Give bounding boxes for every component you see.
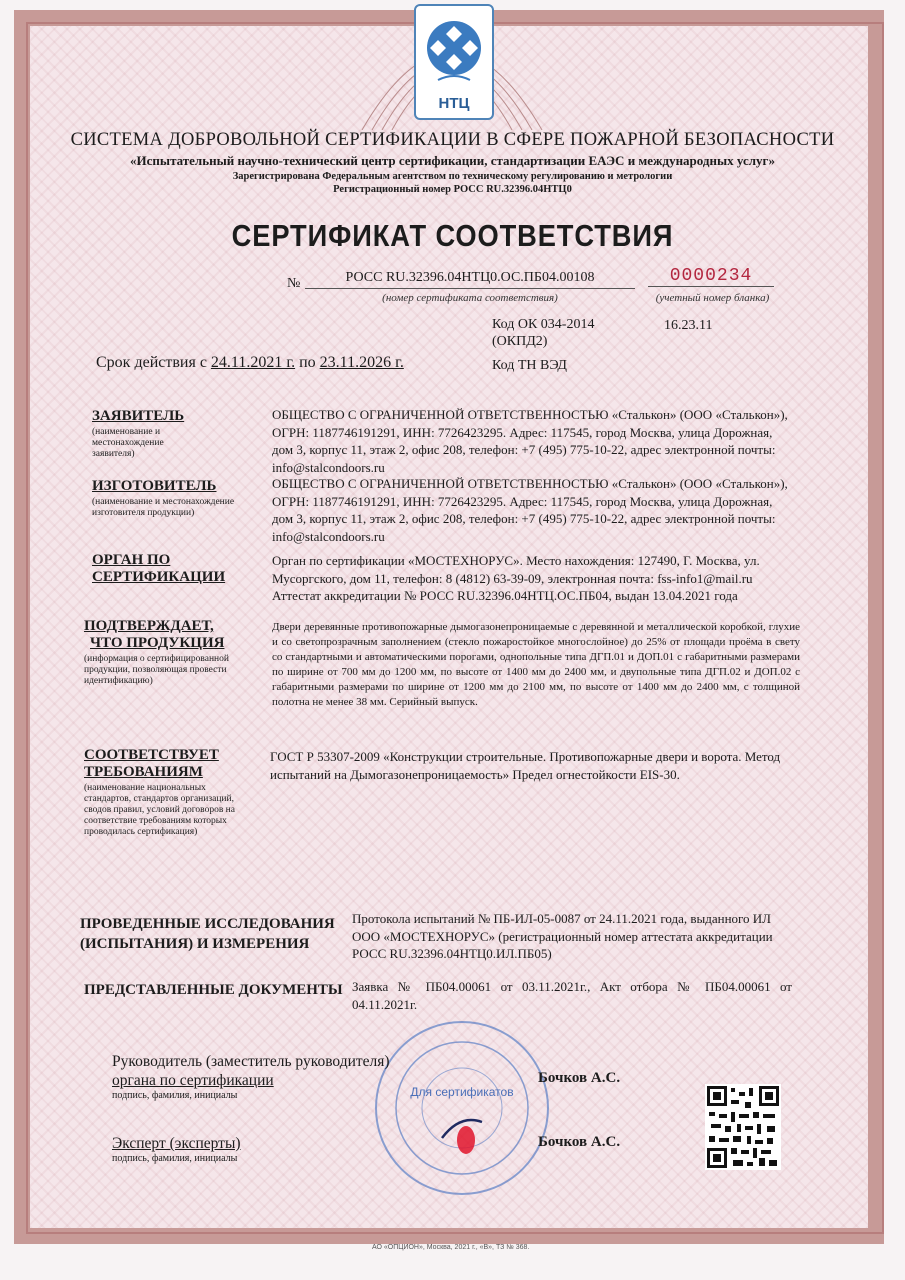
okpd2-code-value: 16.23.11 [664,318,713,333]
manufacturer-label: ИЗГОТОВИТЕЛЬ [92,478,217,494]
head-name: Бочков А.С. [538,1070,621,1086]
head-sublabel: подпись, фамилия, инициалы [112,1090,238,1101]
requirements-label-2: ТРЕБОВАНИЯМ [84,764,203,780]
manufacturer-label-block [92,478,252,519]
okpd2-label-line2: (ОКПД2) [492,334,548,349]
logo-badge [414,4,494,120]
cert-body-label-1: ОРГАН ПО [92,552,171,568]
product-label-block [84,618,254,687]
tests-label: ПРОВЕДЕННЫЕ ИССЛЕДОВАНИЯ (ИСПЫТАНИЯ) И ИЗМЕРЕНИЯ [80,916,335,952]
validity-prefix: Срок действия с [96,354,207,371]
center-name: «Испытательный научно-технический центр сертификации, стандартизации ЕАЭС и международных услуг» [130,153,775,168]
applicant-sublabel: (наименование и местонахождение заявителя) [92,427,164,459]
tests-text: Протокола испытаний № ПБ-ИЛ-05-0087 от 24.11.2021 года, выданного ИЛ ООО «МОСТЕХНОРУС» (регистрационный номер аттестата аккредитации РОСС RU.32396.04НТЦ0.ИЛ.ПБ05) [352,911,773,961]
product-label-1: ПОДТВЕРЖДАЕТ, [84,618,214,634]
validity-period [96,354,404,372]
cert-body-text: Орган по сертификации «МОСТЕХНОРУС». Место нахождения: 127490, Г. Москва, ул. Мусоргского, дом 11, телефон: 8 (4812) 63-39-09, электронная почта: fss-info1@mail.ru Аттестат аккредитации № РОСС RU.32396.04НТЦ.ОС.ПБ04, выдан 13.04.2021 года [272,553,760,603]
manufacturer-sublabel: (наименование и местонахождение изготовителя продукции) [92,497,235,518]
registration-line: Зарегистрирована Федеральным агентством по техническому регулированию и метрологии [232,171,673,182]
number-sign: № [287,276,301,291]
certificate-title: СЕРТИФИКАТ СООТВЕТСТВИЯ [231,218,674,253]
head-label-1: Руководитель (заместитель руководителя) [112,1053,390,1070]
system-title: СИСТЕМА ДОБРОВОЛЬНОЙ СЕРТИФИКАЦИИ В СФЕРЕ ПОЖАРНОЙ БЕЗОПАСНОСТИ [70,130,835,150]
blank-number-caption: (учетный номер бланка) [655,292,770,304]
okpd2-code-label [492,316,594,350]
manufacturer-text: ОБЩЕСТВО С ОГРАНИЧЕННОЙ ОТВЕТСТВЕННОСТЬЮ «Сталькон» (ООО «Сталькон»), ОГРН: 1187746191291, ИНН: 7726423295. Адрес: 117545, город Москва, улица Дорожная, дом 3, корпус 11, этаж 2, офис 208, телефон: +7 (495) 775-10-22, адрес электронной почты: info@stalcondoors.ru [272,476,788,544]
validity-to: 23.11.2026 г. [319,354,404,371]
requirements-label-1: СООТВЕТСТВУЕТ [84,747,219,763]
certificate-number: РОСС RU.32396.04НТЦ0.ОС.ПБ04.00108 [305,270,635,289]
product-label-2: ЧТО ПРОДУКЦИЯ [90,635,225,651]
requirements-text: ГОСТ Р 53307-2009 «Конструкции строительные. Противопожарные двери и ворота. Метод испытаний на Дымогазонепроницаемость» Предел огнестойкости EIS-30. [270,749,781,782]
globe-logo-icon [418,10,490,90]
okpd2-label-line1: Код ОК 034-2014 [492,317,595,332]
print-footer: АО «ОПЦИОН», Москва, 2021 г., «В», ТЗ № 368. [372,1244,530,1251]
head-signature-block [112,1052,390,1101]
documents-label: ПРЕДСТАВЛЕННЫЕ ДОКУМЕНТЫ [84,982,343,998]
logo-text: НТЦ [438,95,470,112]
certification-stamp [372,1018,552,1198]
stamp-text: Для сертификатов [410,1085,514,1099]
registration-number: Регистрационный номер РОСС RU.32396.04НТЦ0 [333,184,572,195]
expert-sublabel: подпись, фамилия, инициалы [112,1153,238,1164]
requirements-sublabel: (наименование национальных стандартов, стандартов организаций, сводов правил, условий договоров на соответствие требованиям которых проводилась сертификация) [84,783,235,837]
applicant-text: ОБЩЕСТВО С ОГРАНИЧЕННОЙ ОТВЕТСТВЕННОСТЬЮ «Сталькон» (ООО «Сталькон»), ОГРН: 1187746191291, ИНН: 7726423295. Адрес: 117545, город Москва, улица Дорожная, дом 3, корпус 11, этаж 2, офис 208, телефон: +7 (495) 775-10-22, адрес электронной почты: info@stalcondoors.ru [272,407,788,475]
cert-body-label-2: СЕРТИФИКАЦИИ [92,569,226,585]
applicant-label-block [92,408,252,460]
cert-body-label-block [92,552,252,586]
product-text: Двери деревянные противопожарные дымогазонепроницаемые с деревянной и металлической коробкой, глухие и со светопрозрачным заполнением (стекло пожаростойкое многослойное) до 25% от площади проёма в свету со стандартными и автоматическими порогами, однопольные типа ДГП.01 и ДОП.01 с габаритными размерами по ширине от 700 мм до 1200 мм, по высоте от 1400 мм до 2400 мм, и двупольные типа ДГП.02 и ДОП.02 с габаритными размерами по ширине от 1200 мм до 2100 мм, по высоте от 1400 мм до 2400 мм, с толщиной полотна не менее 38 мм. Серийный выпуск. [272,621,800,708]
validity-mid: по [299,354,316,371]
tn-ved-code-label: Код ТН ВЭД [492,358,567,373]
requirements-label-block [84,747,254,838]
blank-number: 0000234 [648,266,774,287]
certificate-number-caption: (номер сертификата соответствия) [382,292,558,304]
expert-label: Эксперт (эксперты) [112,1135,241,1152]
expert-name: Бочков А.С. [538,1134,621,1150]
documents-text: Заявка № ПБ04.00061 от 03.11.2021г., Акт отбора № ПБ04.00061 от 04.11.2021г. [352,979,792,1012]
head-label-2: органа по сертификации [112,1072,274,1089]
qr-code [705,1084,781,1170]
product-sublabel: (информация о сертифицированной продукции, позволяющая провести идентификацию) [84,654,229,686]
applicant-label: ЗАЯВИТЕЛЬ [92,408,185,424]
expert-signature-block [112,1134,241,1164]
validity-from: 24.11.2021 г. [210,354,296,371]
